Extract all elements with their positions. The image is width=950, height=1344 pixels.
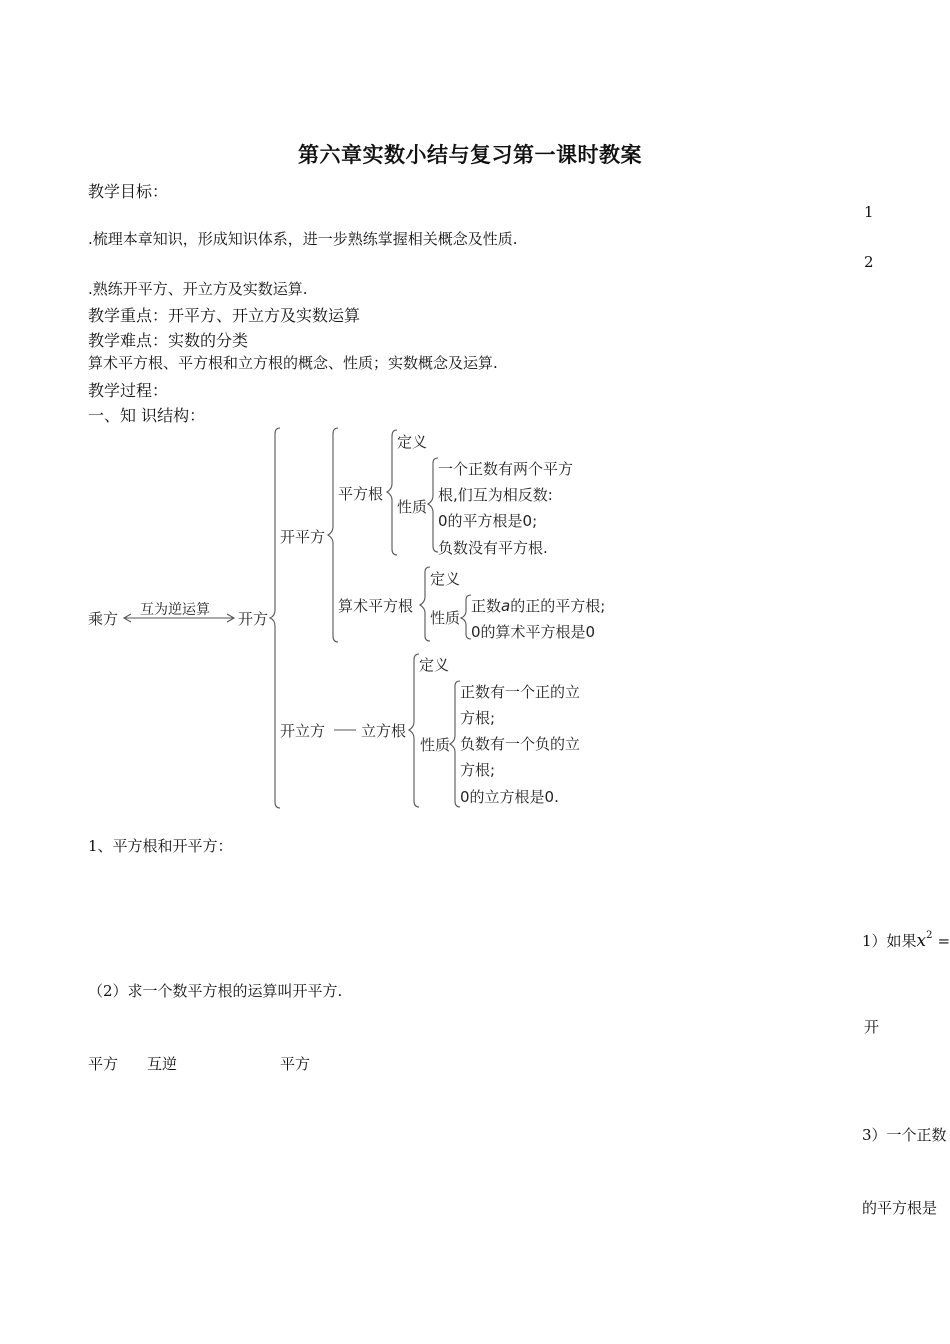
goal-1-text: .梳理本章知识，形成知识体系，进一步熟练掌握相关概念及性质. (88, 230, 518, 248)
label-xingzhi-3: 性质 (420, 736, 451, 754)
row-huni: 互逆 (147, 1055, 178, 1073)
goal-number-1: 1 (864, 203, 874, 221)
structure-heading: 一、知 识结构： (88, 406, 206, 425)
brace-pf-xingzhi (428, 458, 438, 552)
ss-property-1 (471, 595, 605, 616)
right-fragment-3: 3）一个正数 (862, 1126, 947, 1144)
row-pingfang-2: 平方 (280, 1055, 311, 1073)
page-title: 第六章实数小结与复习第一课时教案 (298, 142, 642, 167)
goals-heading: 教学目标： (88, 182, 169, 201)
label-chengfang: 乘方 (88, 610, 119, 628)
lf-property-2: 方根; (460, 709, 496, 727)
right-fragment-4: 的平方根是 (862, 1199, 938, 1217)
right-fragment-1 (862, 930, 950, 951)
row-pingfang: 平方 (88, 1055, 119, 1073)
label-kailifang: 开立方 (280, 722, 326, 740)
ss-property-1-a: 正数 (471, 597, 502, 615)
equals-sign: = (937, 932, 950, 950)
variable-x: x (916, 931, 927, 951)
lf-property-4: 方根; (460, 761, 496, 779)
label-dingyi-1: 定义 (397, 433, 428, 451)
label-dingyi-3: 定义 (419, 656, 450, 674)
label-kaipingfang: 开平方 (280, 528, 326, 546)
process-heading: 教学过程： (88, 381, 169, 400)
label-lifanggen: 立方根 (361, 722, 407, 740)
pf-property-1: 一个正数有两个平方 (438, 460, 574, 478)
lf-property-5: 0的立方根是0. (460, 788, 559, 806)
difficulty: 教学难点：实数的分类 (88, 331, 249, 350)
pf-property-3: 0的平方根是0; (438, 512, 538, 530)
goal-number-2: 2 (864, 253, 874, 271)
right-fragment-2: 开 (864, 1018, 880, 1036)
lf-property-1: 正数有一个正的立 (460, 683, 581, 701)
pf-property-2: 根,们互为相反数: (438, 486, 553, 504)
difficulty-detail: 算术平方根、平方根和立方根的概念、性质；实数概念及运算. (88, 354, 498, 372)
label-xingzhi-1: 性质 (397, 498, 428, 516)
right-fragment-1-text: 1）如果 (862, 932, 917, 950)
ss-property-1-b: 的正的平方根; (510, 597, 606, 615)
brace-suanshu (420, 567, 430, 641)
brace-lifanggen (409, 654, 419, 807)
brace-ss-xingzhi (461, 595, 471, 639)
section-1-heading: 1、平方根和开平方： (88, 837, 233, 855)
brace-kaifang (270, 428, 280, 808)
goal-2-text: .熟练开平方、开立方及实数运算. (88, 280, 308, 298)
variable-a: a (501, 597, 511, 615)
brace-lf-xingzhi (450, 681, 460, 807)
ss-property-2: 0的算术平方根是0 (471, 623, 596, 641)
lf-property-3: 负数有一个负的立 (460, 735, 581, 753)
label-dingyi-2: 定义 (430, 570, 461, 588)
brace-pingfanggen (387, 430, 397, 555)
pf-property-4: 负数没有平方根. (438, 539, 548, 557)
label-pingfanggen: 平方根 (338, 485, 384, 503)
label-suanshu-pingfanggen: 算术平方根 (338, 597, 414, 615)
key-points: 教学重点：开平方、开立方及实数运算 (88, 306, 361, 325)
brace-kaipingfang (328, 428, 338, 642)
label-xingzhi-2: 性质 (430, 609, 461, 627)
label-inverse-operation: 互为逆运算 (140, 602, 210, 618)
exponent-2: 2 (926, 930, 933, 941)
label-kaifang: 开方 (238, 610, 269, 628)
section-2-text: （2）求一个数平方根的运算叫开平方. (88, 982, 343, 1000)
